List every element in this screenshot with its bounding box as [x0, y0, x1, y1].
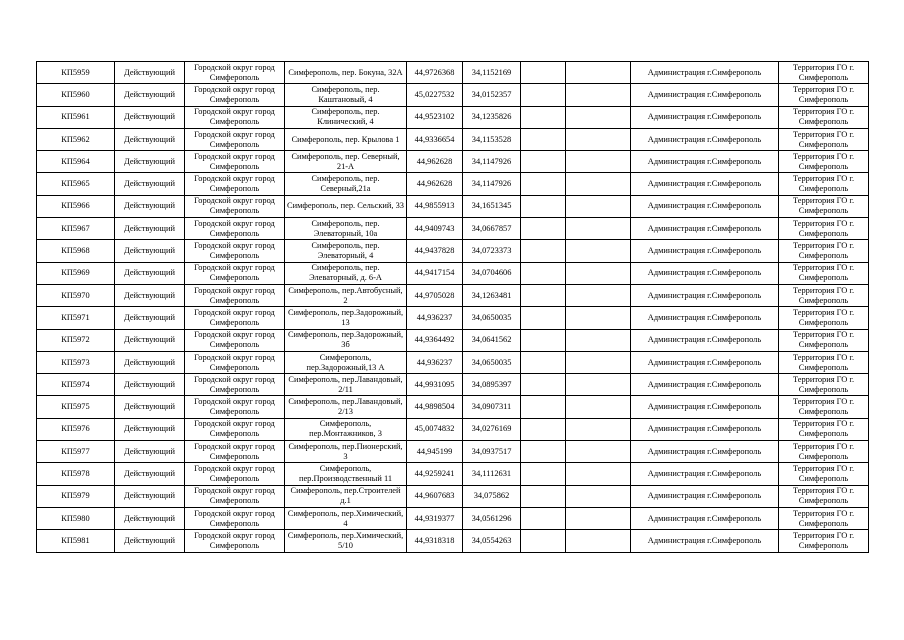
- empty-cell: [566, 173, 631, 195]
- empty-cell: [521, 151, 566, 173]
- territory-cell: Территория ГО г. Симферополь: [779, 106, 869, 128]
- address-cell: Симферополь, пер.Химический, 4: [285, 507, 407, 529]
- latitude-cell: 44,9855913: [407, 195, 463, 217]
- table-row: [37, 441, 869, 463]
- status-cell: Действующий: [115, 507, 185, 529]
- empty-cell: [566, 507, 631, 529]
- address-cell: Симферополь, пер.Производственный 11: [285, 463, 407, 485]
- district-cell: Городской округ город Симферополь: [185, 84, 285, 106]
- address-cell: Симферополь, пер.Строителей д.1: [285, 485, 407, 507]
- table-row: [37, 218, 869, 240]
- site-code-cell: КП5962: [37, 128, 115, 150]
- longitude-cell: 34,0561296: [463, 507, 521, 529]
- latitude-cell: 44,962628: [407, 173, 463, 195]
- territory-cell: Территория ГО г. Симферополь: [779, 84, 869, 106]
- administrator-cell: Администрация г.Симферополь: [631, 530, 779, 552]
- table-row: [37, 351, 869, 373]
- empty-cell: [521, 329, 566, 351]
- administrator-cell: Администрация г.Симферополь: [631, 485, 779, 507]
- latitude-cell: 45,0227532: [407, 84, 463, 106]
- territory-cell: Территория ГО г. Симферополь: [779, 262, 869, 284]
- site-code-cell: КП5975: [37, 396, 115, 418]
- status-cell: Действующий: [115, 441, 185, 463]
- administrator-cell: Администрация г.Симферополь: [631, 351, 779, 373]
- empty-cell: [521, 418, 566, 440]
- district-cell: Городской округ город Симферополь: [185, 173, 285, 195]
- site-code-cell: КП5972: [37, 329, 115, 351]
- address-cell: Симферополь, пер.Задорожный, 13: [285, 307, 407, 329]
- latitude-cell: 44,9319377: [407, 507, 463, 529]
- territory-cell: Территория ГО г. Симферополь: [779, 485, 869, 507]
- address-cell: Симферополь, пер.Лавандовый, 2/13: [285, 396, 407, 418]
- district-cell: Городской округ город Симферополь: [185, 463, 285, 485]
- address-cell: Симферополь, пер. Клинический, 4: [285, 106, 407, 128]
- longitude-cell: 34,1235826: [463, 106, 521, 128]
- administrator-cell: Администрация г.Симферополь: [631, 262, 779, 284]
- latitude-cell: 44,9259241: [407, 463, 463, 485]
- site-code-cell: КП5974: [37, 374, 115, 396]
- empty-cell: [521, 262, 566, 284]
- status-cell: Действующий: [115, 463, 185, 485]
- status-cell: Действующий: [115, 262, 185, 284]
- status-cell: Действующий: [115, 307, 185, 329]
- status-cell: Действующий: [115, 62, 185, 84]
- administrator-cell: Администрация г.Симферополь: [631, 218, 779, 240]
- empty-cell: [521, 173, 566, 195]
- administrator-cell: Администрация г.Симферополь: [631, 284, 779, 306]
- territory-cell: Территория ГО г. Симферополь: [779, 329, 869, 351]
- address-cell: Симферополь, пер.Лавандовый, 2/11: [285, 374, 407, 396]
- table-row: [37, 485, 869, 507]
- status-cell: Действующий: [115, 485, 185, 507]
- administrator-cell: Администрация г.Симферополь: [631, 195, 779, 217]
- longitude-cell: 34,1112631: [463, 463, 521, 485]
- longitude-cell: 34,0895397: [463, 374, 521, 396]
- administrator-cell: Администрация г.Симферополь: [631, 307, 779, 329]
- empty-cell: [566, 284, 631, 306]
- longitude-cell: 34,1147926: [463, 151, 521, 173]
- territory-cell: Территория ГО г. Симферополь: [779, 284, 869, 306]
- table-row: [37, 240, 869, 262]
- status-cell: Действующий: [115, 106, 185, 128]
- longitude-cell: 34,0554263: [463, 530, 521, 552]
- empty-cell: [566, 240, 631, 262]
- address-cell: Симферополь, пер. Элеваторный, 10а: [285, 218, 407, 240]
- latitude-cell: 44,936237: [407, 351, 463, 373]
- site-code-cell: КП5981: [37, 530, 115, 552]
- table-row: [37, 530, 869, 552]
- longitude-cell: 34,0152357: [463, 84, 521, 106]
- address-cell: Симферополь, пер.Автобусный, 2: [285, 284, 407, 306]
- administrator-cell: Администрация г.Симферополь: [631, 84, 779, 106]
- status-cell: Действующий: [115, 218, 185, 240]
- territory-cell: Территория ГО г. Симферополь: [779, 507, 869, 529]
- empty-cell: [521, 485, 566, 507]
- district-cell: Городской округ город Симферополь: [185, 307, 285, 329]
- district-cell: Городской округ город Симферополь: [185, 62, 285, 84]
- table-row: [37, 195, 869, 217]
- table-row: [37, 173, 869, 195]
- table-row: [37, 128, 869, 150]
- territory-cell: Территория ГО г. Симферополь: [779, 62, 869, 84]
- latitude-cell: 44,962628: [407, 151, 463, 173]
- administrator-cell: Администрация г.Симферополь: [631, 418, 779, 440]
- site-code-cell: КП5977: [37, 441, 115, 463]
- longitude-cell: 34,0723373: [463, 240, 521, 262]
- latitude-cell: 44,9705028: [407, 284, 463, 306]
- latitude-cell: 44,9607683: [407, 485, 463, 507]
- administrator-cell: Администрация г.Симферополь: [631, 173, 779, 195]
- longitude-cell: 34,0667857: [463, 218, 521, 240]
- territory-cell: Территория ГО г. Симферополь: [779, 307, 869, 329]
- longitude-cell: 34,0650035: [463, 351, 521, 373]
- site-code-cell: КП5980: [37, 507, 115, 529]
- empty-cell: [521, 463, 566, 485]
- district-cell: Городской округ город Симферополь: [185, 396, 285, 418]
- longitude-cell: 34,1263481: [463, 284, 521, 306]
- latitude-cell: 44,9523102: [407, 106, 463, 128]
- longitude-cell: 34,0641562: [463, 329, 521, 351]
- empty-cell: [521, 441, 566, 463]
- address-cell: Симферополь, пер. Элеваторный, д. 6-А: [285, 262, 407, 284]
- empty-cell: [521, 307, 566, 329]
- empty-cell: [566, 374, 631, 396]
- address-cell: Симферополь, пер.Монтажников, 3: [285, 418, 407, 440]
- longitude-cell: 34,0907311: [463, 396, 521, 418]
- address-cell: Симферополь, пер.Пионерский, 3: [285, 441, 407, 463]
- administrator-cell: Администрация г.Симферополь: [631, 62, 779, 84]
- district-cell: Городской округ город Симферополь: [185, 128, 285, 150]
- administrator-cell: Администрация г.Симферополь: [631, 151, 779, 173]
- longitude-cell: 34,0704606: [463, 262, 521, 284]
- empty-cell: [566, 307, 631, 329]
- longitude-cell: 34,1651345: [463, 195, 521, 217]
- district-cell: Городской округ город Симферополь: [185, 218, 285, 240]
- site-code-cell: КП5965: [37, 173, 115, 195]
- empty-cell: [521, 128, 566, 150]
- empty-cell: [566, 396, 631, 418]
- site-code-cell: КП5971: [37, 307, 115, 329]
- table-row: [37, 396, 869, 418]
- status-cell: Действующий: [115, 284, 185, 306]
- site-code-cell: КП5970: [37, 284, 115, 306]
- district-cell: Городской округ город Симферополь: [185, 329, 285, 351]
- empty-cell: [521, 374, 566, 396]
- status-cell: Действующий: [115, 418, 185, 440]
- administrator-cell: Администрация г.Симферополь: [631, 128, 779, 150]
- administrator-cell: Администрация г.Симферополь: [631, 463, 779, 485]
- empty-cell: [566, 62, 631, 84]
- site-code-cell: КП5967: [37, 218, 115, 240]
- district-cell: Городской округ город Симферополь: [185, 530, 285, 552]
- empty-cell: [566, 218, 631, 240]
- district-cell: Городской округ город Симферополь: [185, 507, 285, 529]
- site-code-cell: КП5968: [37, 240, 115, 262]
- empty-cell: [566, 106, 631, 128]
- district-cell: Городской округ город Симферополь: [185, 262, 285, 284]
- empty-cell: [566, 463, 631, 485]
- status-cell: Действующий: [115, 128, 185, 150]
- address-cell: Симферополь, пер. Сельский, 33: [285, 195, 407, 217]
- district-cell: Городской округ город Симферополь: [185, 195, 285, 217]
- table-row: [37, 262, 869, 284]
- latitude-cell: 44,9336654: [407, 128, 463, 150]
- empty-cell: [566, 195, 631, 217]
- empty-cell: [566, 351, 631, 373]
- district-cell: Городской округ город Симферополь: [185, 351, 285, 373]
- empty-cell: [521, 106, 566, 128]
- empty-cell: [521, 218, 566, 240]
- status-cell: Действующий: [115, 351, 185, 373]
- empty-cell: [521, 62, 566, 84]
- address-cell: Симферополь, пер. Элеваторный, 4: [285, 240, 407, 262]
- empty-cell: [566, 151, 631, 173]
- latitude-cell: 44,9318318: [407, 530, 463, 552]
- table-row: [37, 84, 869, 106]
- site-code-cell: КП5964: [37, 151, 115, 173]
- table-row: [37, 418, 869, 440]
- address-cell: Симферополь, пер.Задорожный,13 А: [285, 351, 407, 373]
- district-cell: Городской округ город Симферополь: [185, 418, 285, 440]
- table-row: [37, 151, 869, 173]
- status-cell: Действующий: [115, 240, 185, 262]
- empty-cell: [521, 396, 566, 418]
- territory-cell: Территория ГО г. Симферополь: [779, 240, 869, 262]
- empty-cell: [521, 284, 566, 306]
- latitude-cell: 44,9437828: [407, 240, 463, 262]
- status-cell: Действующий: [115, 84, 185, 106]
- table-row: [37, 62, 869, 84]
- territory-cell: Территория ГО г. Симферополь: [779, 418, 869, 440]
- empty-cell: [521, 351, 566, 373]
- latitude-cell: 44,936237: [407, 307, 463, 329]
- site-code-cell: КП5959: [37, 62, 115, 84]
- administrator-cell: Администрация г.Симферополь: [631, 441, 779, 463]
- status-cell: Действующий: [115, 396, 185, 418]
- empty-cell: [566, 329, 631, 351]
- longitude-cell: 34,075862: [463, 485, 521, 507]
- table-row: [37, 463, 869, 485]
- status-cell: Действующий: [115, 530, 185, 552]
- district-cell: Городской округ город Симферополь: [185, 485, 285, 507]
- latitude-cell: 44,9417154: [407, 262, 463, 284]
- empty-cell: [521, 84, 566, 106]
- administrator-cell: Администрация г.Симферополь: [631, 396, 779, 418]
- latitude-cell: 45,0074832: [407, 418, 463, 440]
- empty-cell: [566, 530, 631, 552]
- status-cell: Действующий: [115, 329, 185, 351]
- table-row: [37, 329, 869, 351]
- status-cell: Действующий: [115, 173, 185, 195]
- territory-cell: Территория ГО г. Симферополь: [779, 128, 869, 150]
- latitude-cell: 44,9726368: [407, 62, 463, 84]
- empty-cell: [566, 441, 631, 463]
- longitude-cell: 34,1147926: [463, 173, 521, 195]
- empty-cell: [566, 84, 631, 106]
- empty-cell: [566, 262, 631, 284]
- table-row: [37, 507, 869, 529]
- territory-cell: Территория ГО г. Симферополь: [779, 218, 869, 240]
- longitude-cell: 34,0276169: [463, 418, 521, 440]
- territory-cell: Территория ГО г. Симферополь: [779, 351, 869, 373]
- administrator-cell: Администрация г.Симферополь: [631, 507, 779, 529]
- latitude-cell: 44,945199: [407, 441, 463, 463]
- longitude-cell: 34,0937517: [463, 441, 521, 463]
- empty-cell: [566, 485, 631, 507]
- table-row: [37, 307, 869, 329]
- district-cell: Городской округ город Симферополь: [185, 441, 285, 463]
- empty-cell: [521, 530, 566, 552]
- site-code-cell: КП5961: [37, 106, 115, 128]
- longitude-cell: 34,1152169: [463, 62, 521, 84]
- district-cell: Городской округ город Симферополь: [185, 374, 285, 396]
- site-code-cell: КП5978: [37, 463, 115, 485]
- administrator-cell: Администрация г.Симферополь: [631, 329, 779, 351]
- latitude-cell: 44,9931095: [407, 374, 463, 396]
- status-cell: Действующий: [115, 195, 185, 217]
- document-page: [36, 61, 869, 553]
- site-code-cell: КП5966: [37, 195, 115, 217]
- table-row: [37, 284, 869, 306]
- territory-cell: Территория ГО г. Симферополь: [779, 396, 869, 418]
- address-cell: Симферополь, пер. Бокуна, 32А: [285, 62, 407, 84]
- longitude-cell: 34,0650035: [463, 307, 521, 329]
- address-cell: Симферополь, пер. Каштановый, 4: [285, 84, 407, 106]
- address-cell: Симферополь, пер.Химический, 5/10: [285, 530, 407, 552]
- empty-cell: [521, 195, 566, 217]
- site-code-cell: КП5969: [37, 262, 115, 284]
- address-cell: Симферополь, пер. Крылова 1: [285, 128, 407, 150]
- site-code-cell: КП5979: [37, 485, 115, 507]
- empty-cell: [566, 418, 631, 440]
- territory-cell: Территория ГО г. Симферополь: [779, 441, 869, 463]
- territory-cell: Территория ГО г. Симферополь: [779, 151, 869, 173]
- site-code-cell: КП5973: [37, 351, 115, 373]
- empty-cell: [521, 240, 566, 262]
- district-cell: Городской округ город Симферополь: [185, 240, 285, 262]
- administrator-cell: Администрация г.Симферополь: [631, 106, 779, 128]
- table-row: [37, 106, 869, 128]
- table-row: [37, 374, 869, 396]
- empty-cell: [521, 507, 566, 529]
- site-code-cell: КП5960: [37, 84, 115, 106]
- table-body: [37, 62, 869, 553]
- address-cell: Симферополь, пер. Северный, 21-А: [285, 151, 407, 173]
- longitude-cell: 34,1153528: [463, 128, 521, 150]
- latitude-cell: 44,9898504: [407, 396, 463, 418]
- administrator-cell: Администрация г.Симферополь: [631, 374, 779, 396]
- territory-cell: Территория ГО г. Симферополь: [779, 463, 869, 485]
- territory-cell: Территория ГО г. Симферополь: [779, 195, 869, 217]
- latitude-cell: 44,9364492: [407, 329, 463, 351]
- latitude-cell: 44,9409743: [407, 218, 463, 240]
- address-cell: Симферополь, пер.Задорожный, 3б: [285, 329, 407, 351]
- district-cell: Городской округ город Симферополь: [185, 106, 285, 128]
- container-sites-table: [36, 61, 869, 553]
- district-cell: Городской округ город Симферополь: [185, 151, 285, 173]
- address-cell: Симферополь, пер. Северный,21а: [285, 173, 407, 195]
- status-cell: Действующий: [115, 374, 185, 396]
- territory-cell: Территория ГО г. Симферополь: [779, 530, 869, 552]
- empty-cell: [566, 128, 631, 150]
- territory-cell: Территория ГО г. Симферополь: [779, 173, 869, 195]
- site-code-cell: КП5976: [37, 418, 115, 440]
- administrator-cell: Администрация г.Симферополь: [631, 240, 779, 262]
- status-cell: Действующий: [115, 151, 185, 173]
- district-cell: Городской округ город Симферополь: [185, 284, 285, 306]
- territory-cell: Территория ГО г. Симферополь: [779, 374, 869, 396]
